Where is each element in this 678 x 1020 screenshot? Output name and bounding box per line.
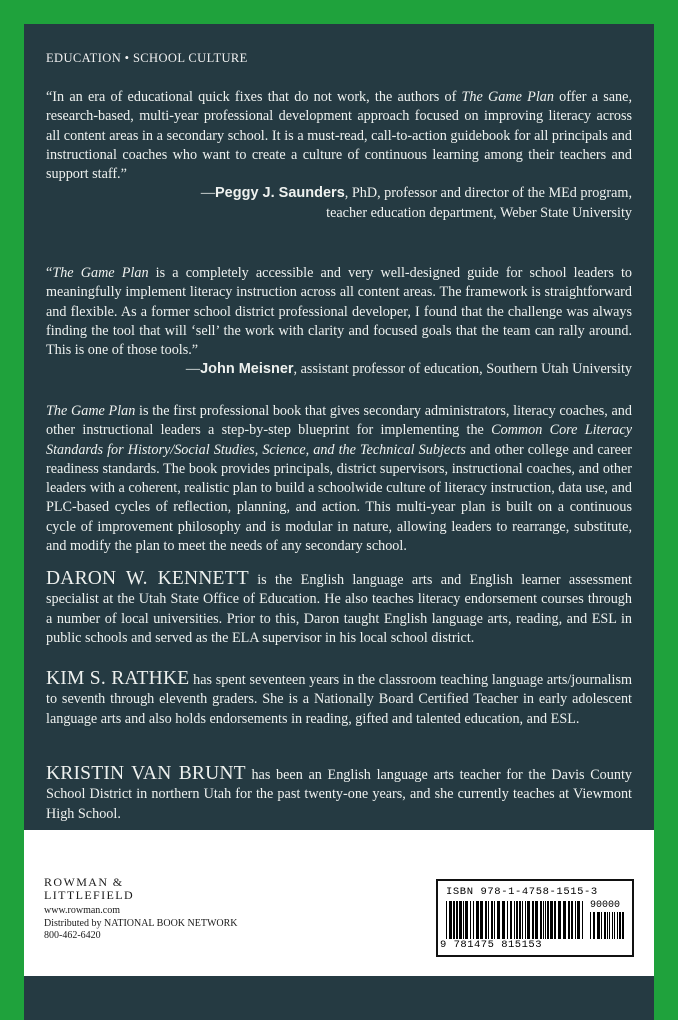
- quote2-credentials: , assistant professor of education, Southern Utah University: [293, 361, 632, 378]
- author-name: KIM S. RATHKE: [46, 668, 190, 689]
- publisher-name-line-1: ROWMAN &: [44, 875, 124, 889]
- author-bio-text: is the English language arts and English learner assessment specialist at the Utah State Office of Education. He also teaches literacy endorsement courses through a number of local universities. Prior to this, Daron taught English language arts, reading, and ESL in public schools and served as the ELA supervisor in his local school district.: [46, 572, 632, 646]
- barcode-bar: [522, 901, 523, 939]
- barcode-bar: [519, 901, 521, 939]
- barcode-bar: [502, 901, 505, 939]
- author-bio-van-brunt: [46, 764, 632, 824]
- barcode-bar: [465, 901, 468, 939]
- barcode-bar: [514, 901, 515, 939]
- barcode-bar: [597, 912, 600, 939]
- barcode-bar: [535, 901, 538, 939]
- barcode-bar: [497, 901, 500, 939]
- quote2-attribution: [46, 360, 632, 379]
- bottom-band: [24, 976, 654, 1020]
- barcode-bar: [491, 901, 493, 939]
- barcode-bar: [488, 901, 489, 939]
- barcode-bar: [568, 901, 570, 939]
- publisher-name-line-2: LITTLEFIELD: [44, 888, 135, 902]
- barcode-bar: [558, 901, 561, 939]
- barcode-bar: [617, 912, 618, 939]
- barcode-bar: [590, 912, 591, 939]
- description-part-1: is the first professional book that gives secondary administrators, literacy coaches, and other instructional leaders a step-by-step blueprint for implementing the: [46, 403, 632, 439]
- barcode-bar: [609, 912, 610, 939]
- price-barcode-bars: [590, 912, 624, 939]
- description-book-title: The Game Plan: [46, 403, 136, 419]
- quote2-author: John Meisner: [200, 361, 294, 378]
- description-part-2: and other college and career readiness standards. The book provides principals, district supervisors, instructional coaches, and other leaders with a coherent, realistic plan to build a schoolwide culture of literacy instruction, data use, and PLC-based cycles of reflection, planning, and action. This multi-year plan is built on a continuous cycle of improvement philosophy and is modular in nature, allowing leaders to rearrange, substitute, and modify the plan to meet the needs of any secondary school.: [46, 441, 632, 555]
- barcode-bar: [582, 901, 583, 939]
- barcode-bar: [622, 912, 624, 939]
- barcode-bar: [449, 901, 452, 939]
- isbn-text: ISBN 978-1-4758-1515-3: [446, 886, 598, 898]
- barcode-bar: [571, 901, 573, 939]
- author-bio-kennett: [46, 569, 632, 648]
- barcode-bar: [593, 912, 595, 939]
- barcode-bar: [494, 901, 495, 939]
- barcode-bar: [510, 901, 512, 939]
- book-description: [46, 402, 632, 556]
- barcode-bar: [459, 901, 462, 939]
- author-bio-rathke: [46, 669, 632, 729]
- barcode-bar: [470, 901, 471, 939]
- quote1-text-end: offer a sane, research-based, multi-year professional development approach focused on improving literacy across all content areas in a secondary school. It is a must-read, call-to-action guidebook for all principals and instructional coaches who want to create a culture of continuous learning among their teachers and support staff.”: [46, 89, 632, 183]
- barcode-bar: [545, 901, 546, 939]
- barcode-bar: [563, 901, 566, 939]
- barcode-digits: 9 781475 815153: [440, 939, 543, 951]
- publisher-phone: 800-462-6420: [44, 930, 101, 941]
- author-bio-text: has spent seventeen years in the classroom teaching language arts/journalism to seventh through eleventh graders. She is a Nationally Board Certified Teacher in early adolescent language arts and also holds endorsements in reading, gifted and talented education, and ESL.: [46, 672, 632, 727]
- attribution-dash: —: [200, 185, 216, 202]
- cover-panel: [24, 24, 654, 1020]
- isbn-barcode: [436, 879, 634, 957]
- description-standards-title: Common Core Literacy Standards for History/Social Studies, Science, and the Technical Subjects: [46, 422, 632, 458]
- barcode-bar: [604, 912, 606, 939]
- price-code: 90000: [590, 900, 621, 911]
- endorsement-quote-2: [46, 264, 632, 380]
- barcode-bar: [480, 901, 483, 939]
- barcode-bar: [540, 901, 542, 939]
- quote1-credentials-1: , PhD, professor and director of the MEd program,: [344, 185, 632, 202]
- author-name: KRISTIN VAN BRUNT: [46, 763, 246, 784]
- endorsement-quote-1: [46, 88, 632, 223]
- quote2-book-title: The Game Plan: [52, 265, 149, 281]
- barcode-bar: [473, 901, 474, 939]
- barcode-bar: [476, 901, 479, 939]
- barcode-bar: [612, 912, 613, 939]
- barcode-bar: [532, 901, 534, 939]
- barcode-bar: [516, 901, 518, 939]
- barcode-bar: [614, 912, 615, 939]
- quote2-open-mark: “: [46, 265, 53, 281]
- quote1-attribution: [46, 184, 632, 223]
- barcode-bar: [577, 901, 580, 939]
- publisher-distributor: Distributed by NATIONAL BOOK NETWORK: [44, 917, 238, 929]
- barcode-bar: [550, 901, 553, 939]
- quote1-book-title: The Game Plan: [461, 89, 554, 105]
- publisher-info: [44, 876, 238, 943]
- barcode-bar: [507, 901, 508, 939]
- author-bio-text: has been an English language arts teacher for the Davis County School District in northern Utah for the past twenty-one years, and she currently teaches at Viewmont High School.: [46, 767, 632, 822]
- barcode-bar: [547, 901, 549, 939]
- quote1-text-start: “In an era of educational quick fixes that do not work, the authors of: [46, 89, 462, 105]
- quote1-credentials-2: teacher education department, Weber State University: [326, 204, 632, 221]
- barcode-bar: [575, 901, 576, 939]
- barcode-bar: [485, 901, 487, 939]
- barcode-bar: [619, 912, 621, 939]
- quote2-text: is a completely accessible and very well-designed guide for school leaders to meaningfully implement literacy instruction across all content areas. The framework is straightforward and flexible. As a former school district professional developer, I found that the challenge was always finding the tool that will ‘sell’ the work with clarity and focused goals that the team can rally around. This is one of those tools.”: [46, 265, 633, 359]
- publisher-barcode-area: [24, 830, 654, 976]
- category-label: EDUCATION • SCHOOL CULTURE: [46, 51, 248, 65]
- attribution-dash: —: [185, 361, 201, 378]
- barcode-bar: [543, 901, 544, 939]
- barcode-bar: [463, 901, 464, 939]
- barcode-bar: [607, 912, 608, 939]
- barcode-bar: [453, 901, 455, 939]
- barcode-bar: [554, 901, 556, 939]
- author-name: DARON W. KENNETT: [46, 568, 249, 589]
- barcode-bar: [527, 901, 530, 939]
- barcode-bar: [601, 912, 602, 939]
- publisher-website: www.rowman.com: [44, 905, 121, 916]
- barcode-bar: [525, 901, 526, 939]
- quote1-author: Peggy J. Saunders: [215, 185, 345, 202]
- barcode-bars: [446, 901, 586, 939]
- barcode-bar: [446, 901, 447, 939]
- barcode-bar: [456, 901, 458, 939]
